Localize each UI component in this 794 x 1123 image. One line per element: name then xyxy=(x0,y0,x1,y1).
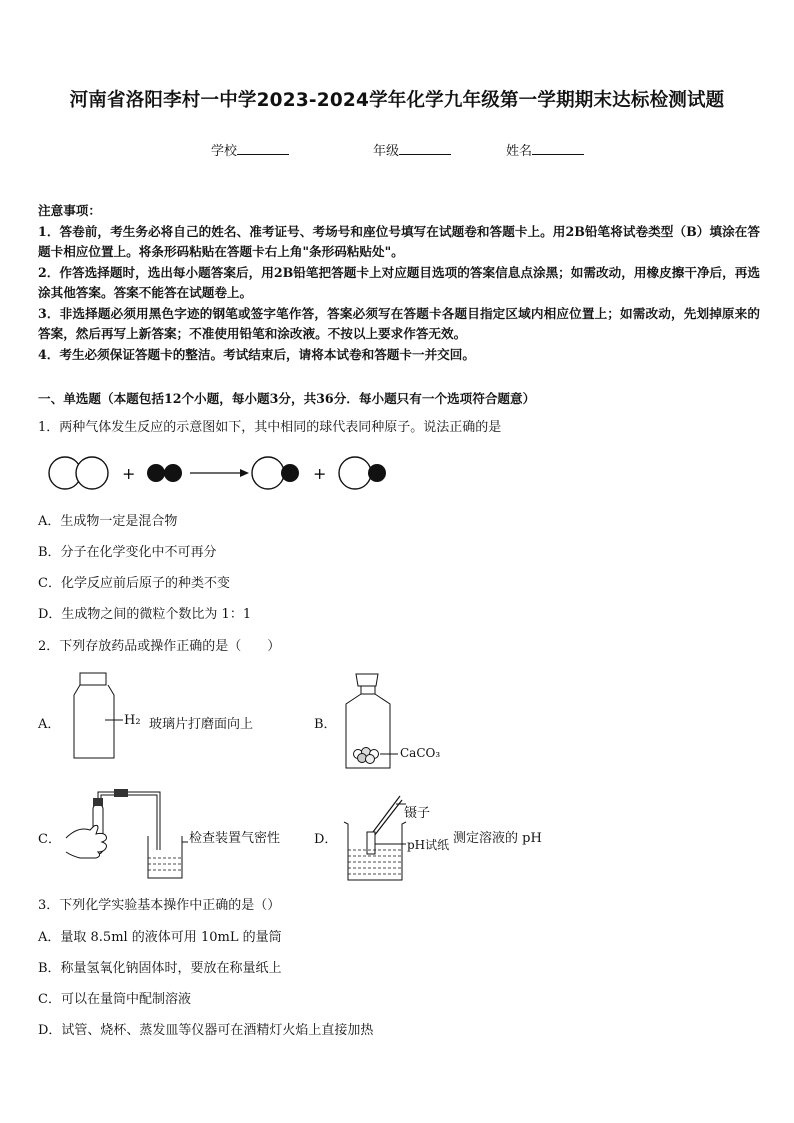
q3-stem: 3．下列化学实验基本操作中正确的是（） xyxy=(38,898,281,913)
airtightness-check-diagram xyxy=(64,786,194,882)
school-blank xyxy=(237,142,289,155)
grade-blank xyxy=(399,142,451,155)
notice-item-3: 3．非选择题必须用黑色字迹的钢笔或签字笔作答，答案必须写在答题卡各题目指定区域内相应位置上；如需改动，先划掉原来的答案，然后再写上新答案；不准使用铅笔和涂改液。不按以上要求作答无效。 xyxy=(38,305,760,341)
tweezers-label: 镊子 xyxy=(404,806,431,821)
q2-a-h2-label: H₂ xyxy=(124,713,141,728)
h2-pointer-line xyxy=(105,712,125,726)
q2-option-c-label: C． xyxy=(38,832,61,847)
notice-item-1: 1．答卷前，考生务必将自己的姓名、准考证号、考场号和座位号填写在试题卷和答题卡上。用2B铅笔将试卷类型（B）填涂在答题卡相应位置上。将条形码粘贴在答题卡右上角"条形码粘贴处"。 xyxy=(38,223,760,259)
ph-paper-label: pH试纸 xyxy=(407,838,450,852)
q3-option-d: D．试管、烧杯、蒸发皿等仪器可在酒精灯火焰上直接加热 xyxy=(38,1023,374,1038)
q1-reaction-diagram xyxy=(40,452,400,496)
notice-block xyxy=(38,201,760,365)
reagent-bottle-diagram xyxy=(340,672,400,772)
grade-field xyxy=(373,140,451,159)
school-field xyxy=(211,140,289,159)
q2-option-b-label: B． xyxy=(314,717,337,732)
q2-option-d-label: D． xyxy=(314,832,338,847)
notice-item-4: 4．考生必须保证答题卡的整洁。考试结束后，请将本试卷和答题卡一并交回。 xyxy=(38,346,475,362)
name-label: 姓名 xyxy=(506,144,533,159)
q1-option-a: A．生成物一定是混合物 xyxy=(38,514,178,529)
caco3-label: CaCO₃ xyxy=(400,746,441,760)
q3-option-a: A．量取 8.5ml 的液体可用 10mL 的量筒 xyxy=(38,930,282,945)
name-blank xyxy=(532,142,584,155)
q3-option-c: C．可以在量筒中配制溶液 xyxy=(38,992,191,1007)
q2-stem: 2．下列存放药品或操作正确的是（ ） xyxy=(38,639,281,654)
plus-sign-2: + xyxy=(313,464,327,483)
q1-option-d: D．生成物之间的微粒个数比为 1：1 xyxy=(38,607,252,622)
school-label: 学校 xyxy=(211,144,238,159)
notice-item-2: 2．作答选择题时，选出每小题答案后，用2B铅笔把答题卡上对应题目选项的答案信息点涂黑；如需改动，用橡皮擦干净后，再选涂其他答案。答案不能答在试题卷上。 xyxy=(38,264,760,300)
q2-a-caption: 玻璃片打磨面向上 xyxy=(149,717,254,732)
q3-option-b: B．称量氢氧化钠固体时，要放在称量纸上 xyxy=(38,961,282,976)
q1-option-c: C．化学反应前后原子的种类不变 xyxy=(38,576,230,591)
notice-heading: 注意事项： xyxy=(38,203,101,218)
q2-c-caption: 检查装置气密性 xyxy=(189,831,281,846)
q2-d-caption: 测定溶液的 pH xyxy=(453,831,542,846)
q2-option-a-label: A． xyxy=(38,717,61,732)
ph-test-diagram xyxy=(340,792,410,884)
grade-label: 年级 xyxy=(373,144,400,159)
page-title: 河南省洛阳李村一中学2023-2024学年化学九年级第一学期期末达标检测试题 xyxy=(69,90,725,111)
q1-option-b: B．分子在化学变化中不可再分 xyxy=(38,545,217,560)
section-heading: 一、单选题（本题包括12个小题，每小题3分，共36分．每小题只有一个选项符合题意） xyxy=(38,391,536,406)
q1-stem: 1．两种气体发生反应的示意图如下，其中相同的球代表同种原子。说法正确的是 xyxy=(38,420,502,435)
plus-sign-1: + xyxy=(122,464,136,483)
name-field xyxy=(506,140,584,159)
